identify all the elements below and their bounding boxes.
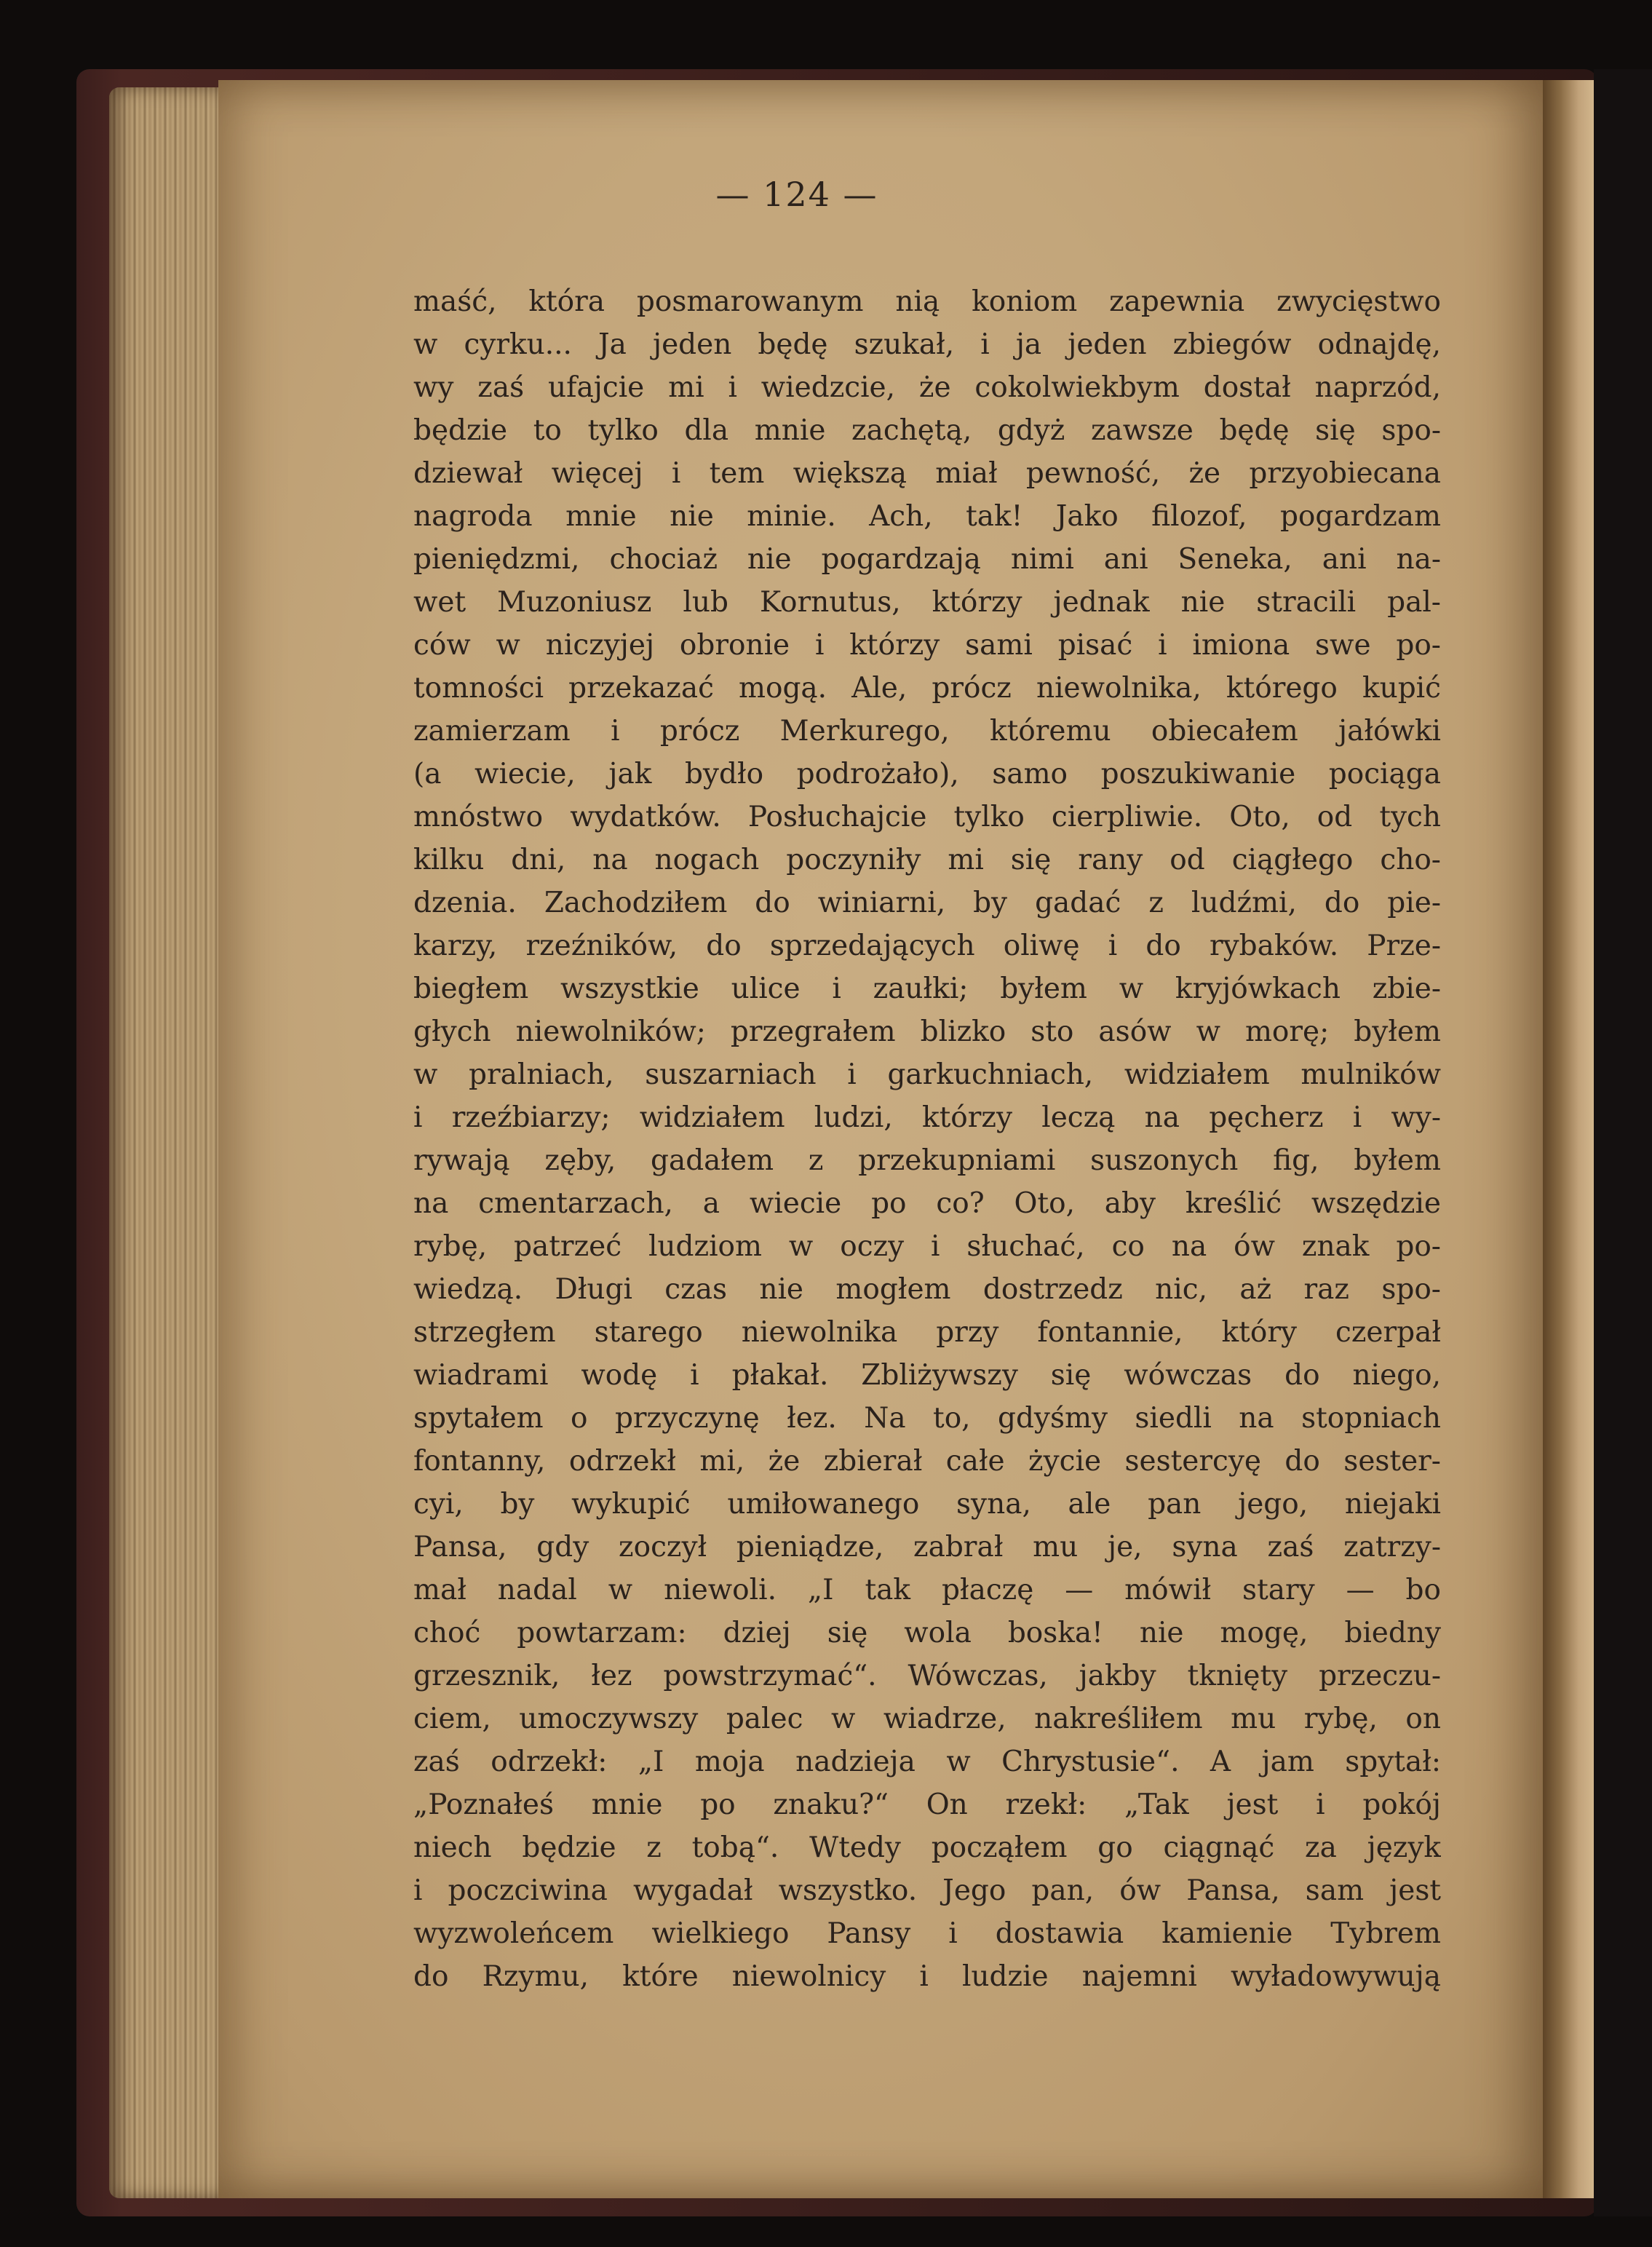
text-line: biegłem wszystkie ulice i zaułki; byłem w kryjówkach zbie- [413,972,1441,1005]
text-line: strzegłem starego niewolnika przy fontannie, który czerpał [413,1316,1441,1349]
text-line: karzy, rzeźników, do sprzedających oliwę i do rybaków. Prze- [413,930,1441,962]
text-line: „Poznałeś mnie po znaku?“ On rzekł: „Tak jest i pokój [413,1788,1441,1821]
text-line: tomności przekazać mogą. Ale, prócz niewolnika, którego kupić [413,672,1441,705]
text-line: spytałem o przyczynę łez. Na to, gdyśmy siedli na stopniach [413,1402,1441,1435]
text-line: fontanny, odrzekł mi, że zbierał całe życie sestercyę do sester- [413,1445,1441,1478]
text-line: ciem, umoczywszy palec w wiadrze, nakreśliłem mu rybę, on [413,1703,1441,1735]
text-line: wy zaś ufajcie mi i wiedzcie, że cokolwiekbym dostał naprzód, [413,371,1441,404]
text-line: wyzwoleńcem wielkiego Pansy i dostawia kamienie Tybrem [413,1917,1441,1950]
body-text [413,280,1441,1998]
text-line: mnóstwo wydatków. Posłuchajcie tylko cierpliwie. Oto, od tych [413,801,1441,833]
text-line: głych niewolników; przegrałem blizko sto asów w morę; byłem [413,1015,1441,1048]
text-line: (a wiecie, jak bydło podrożało), samo poszukiwanie pociąga [413,758,1441,790]
text-line: cyi, by wykupić umiłowanego syna, ale pan jego, niejaki [413,1488,1441,1521]
text-line: kilku dni, na nogach poczyniły mi się rany od ciągłego cho- [413,844,1441,876]
text-line: rywają zęby, gadałem z przekupniami suszonych fig, byłem [413,1144,1441,1177]
right-dark-edge [1594,69,1652,2216]
text-line: w pralniach, suszarniach i garkuchniach, widziałem mulników [413,1058,1441,1091]
text-line: maść, która posmarowanym nią koniom zapewnia zwycięstwo [413,285,1441,318]
text-line: zaś odrzekł: „I moja nadzieja w Chrystusie“. A jam spytał: [413,1745,1441,1778]
text-line: będzie to tylko dla mnie zachętą, gdyż zawsze będę się spo- [413,414,1441,447]
page-number: — 124 — [715,175,878,214]
text-line: Pansa, gdy zoczył pieniądze, zabrał mu je, syna zaś zatrzy- [413,1531,1441,1564]
text-line: niech będzie z tobą“. Wtedy począłem go ciągnąć za język [413,1831,1441,1864]
text-line: wet Muzoniusz lub Kornutus, którzy jednak nie stracili pal- [413,586,1441,619]
text-line: na cmentarzach, a wiecie po co? Oto, aby kreślić wszędzie [413,1187,1441,1220]
text-line: i poczciwina wygadał wszystko. Jego pan, ów Pansa, sam jest [413,1874,1441,1907]
text-line: rybę, patrzeć ludziom w oczy i słuchać, co na ów znak po- [413,1230,1441,1263]
text-line: choć powtarzam: dziej się wola boska! nie mogę, biedny [413,1617,1441,1649]
text-line: nagroda mnie nie minie. Ach, tak! Jako filozof, pogardzam [413,500,1441,533]
book-gutter [1543,80,1594,2198]
text-line: wiadrami wodę i płakał. Zbliżywszy się wówczas do niego, [413,1359,1441,1392]
text-line: ców w niczyjej obronie i którzy sami pisać i imiona swe po- [413,629,1441,662]
text-line: pieniędzmi, chociaż nie pogardzają nimi ani Seneka, ani na- [413,543,1441,576]
text-line: i rzeźbiarzy; widziałem ludzi, którzy leczą na pęcherz i wy- [413,1101,1441,1134]
text-line: zamierzam i prócz Merkurego, któremu obiecałem jałówki [413,715,1441,748]
text-line: wiedzą. Długi czas nie mogłem dostrzedz nic, aż raz spo- [413,1273,1441,1306]
text-line: grzesznik, łez powstrzymać“. Wówczas, jakby tknięty przeczu- [413,1660,1441,1692]
text-line: mał nadal w niewoli. „I tak płaczę — mówił stary — bo [413,1574,1441,1606]
text-line: do Rzymu, które niewolnicy i ludzie najemni wyładowywują [413,1960,1441,1993]
text-line: dzenia. Zachodziłem do winiarni, by gadać z ludźmi, do pie- [413,887,1441,919]
text-line: dziewał więcej i tem większą miał pewność, że przyobiecana [413,457,1441,490]
text-line: w cyrku... Ja jeden będę szukał, i ja jeden zbiegów odnajdę, [413,328,1441,361]
